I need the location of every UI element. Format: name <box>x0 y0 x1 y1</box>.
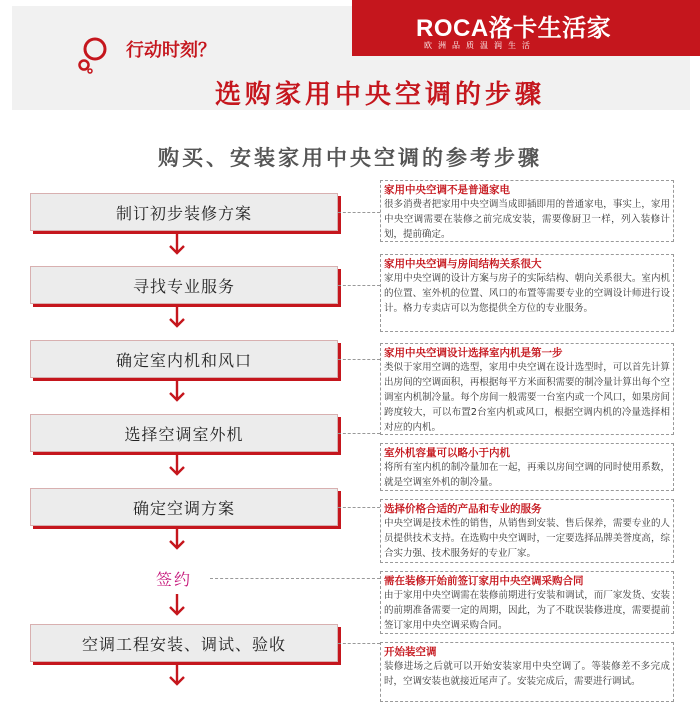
note-title: 开始装空调 <box>384 646 437 658</box>
step-label: 制订初步装修方案 <box>115 203 252 223</box>
connector-line <box>210 578 380 579</box>
step-2-box <box>30 266 338 304</box>
note-body: 类似于家用空调的选型，家用中央空调在设计选型时，可以首先计算出房间的空调面积，再根据每平方米面积需要的制冷量计算出每个空调室内机制冷量。每个房间一般需要一台室内或一个风口，如果房间跨度较大，可以布置2台室内机或风口，根据空调内机的冷量选择相对应的内机。 <box>384 362 670 433</box>
note-body: 家用中央空调的设计方案与房子的实际结构、朝向关系很大。室内机的位置、室外机的位置、风口的布置等需要专业的空调设计师进行设计。格力专卖店可以为您提供全方位的专业服务。 <box>384 273 670 314</box>
note-body: 中央空调是技术性的销售，从销售到安装、售后保养，需要专业的人员提供技术支持。在选购中央空调时，一定要选择品牌美誉度高，综合实力强、技术服务好的专业厂家。 <box>384 518 670 559</box>
note-title: 室外机容量可以略小于内机 <box>384 447 510 459</box>
down-arrow-icon <box>168 454 186 476</box>
note-title: 选择价格合适的产品和专业的服务 <box>384 503 542 515</box>
note-2 <box>380 254 674 332</box>
connector-line <box>338 507 380 508</box>
brand-name: ROCA洛卡生活家 <box>416 15 612 42</box>
note-7 <box>380 642 674 702</box>
note-1 <box>380 180 674 242</box>
note-title: 家用中央空调与房间结构关系很大 <box>384 258 542 270</box>
step-5-box <box>30 488 338 526</box>
down-arrow-icon <box>168 306 186 328</box>
note-body: 很多消费者把家用中央空调当成即插即用的普通家电，事实上，家用中央空调需要在装修之前完成安装，需要像厨卫一样，列入装修计划，提前确定。 <box>384 199 670 240</box>
step-4-box <box>30 414 338 452</box>
step-label: 确定空调方案 <box>132 498 235 518</box>
step-label: 选择空调室外机 <box>124 424 244 444</box>
connector-line <box>338 212 380 213</box>
connector-line <box>338 643 380 644</box>
sign-contract-label: 签约 <box>156 570 193 589</box>
connector-line <box>338 285 380 286</box>
page-subtitle: 购买、安装家用中央空调的参考步骤 <box>158 146 542 170</box>
step-3-box <box>30 340 338 378</box>
note-body: 将所有室内机的制冷量加在一起，再乘以房间空调的同时使用系数，就是空调室外机的制冷量。 <box>384 462 670 488</box>
note-title: 家用中央空调不是普通家电 <box>384 184 510 196</box>
note-4 <box>380 443 674 491</box>
page-title: 选购家用中央空调的步骤 <box>214 80 545 110</box>
down-arrow-icon <box>168 380 186 402</box>
step-6-box <box>30 624 338 662</box>
step-label: 确定室内机和风口 <box>115 350 252 370</box>
note-title: 需在装修开始前签订家用中央空调采购合同 <box>384 575 584 587</box>
note-title: 家用中央空调设计选择室内机是第一步 <box>384 347 563 359</box>
section-label: 行动时刻？ <box>126 40 216 61</box>
down-arrow-icon <box>168 664 186 686</box>
connector-line <box>338 433 380 434</box>
down-arrow-icon <box>168 528 186 550</box>
down-arrow-icon <box>168 594 186 616</box>
step-1-box <box>30 193 338 231</box>
brand-tagline: 欧洲品质温润生活 <box>424 41 536 50</box>
note-body: 装修进场之后就可以开始安装家用中央空调了。等装修差不多完成时，空调安装也就接近尾声了。安装完成后，需要进行调试。 <box>384 661 670 687</box>
rings-icon <box>77 35 117 75</box>
note-6 <box>380 571 674 634</box>
step-label: 空调工程安装、调试、验收 <box>81 634 286 654</box>
brand-logo <box>352 0 700 56</box>
note-5 <box>380 499 674 563</box>
note-body: 由于家用中央空调需在装修前期进行安装和调试，而厂家发货、安装的前期准备需要一定的周期，因此，为了不耽误装修进度，需要提前签订家用中央空调采购合同。 <box>384 590 670 631</box>
step-label: 寻找专业服务 <box>132 276 235 296</box>
down-arrow-icon <box>168 233 186 255</box>
note-3 <box>380 343 674 435</box>
connector-line <box>338 359 380 360</box>
